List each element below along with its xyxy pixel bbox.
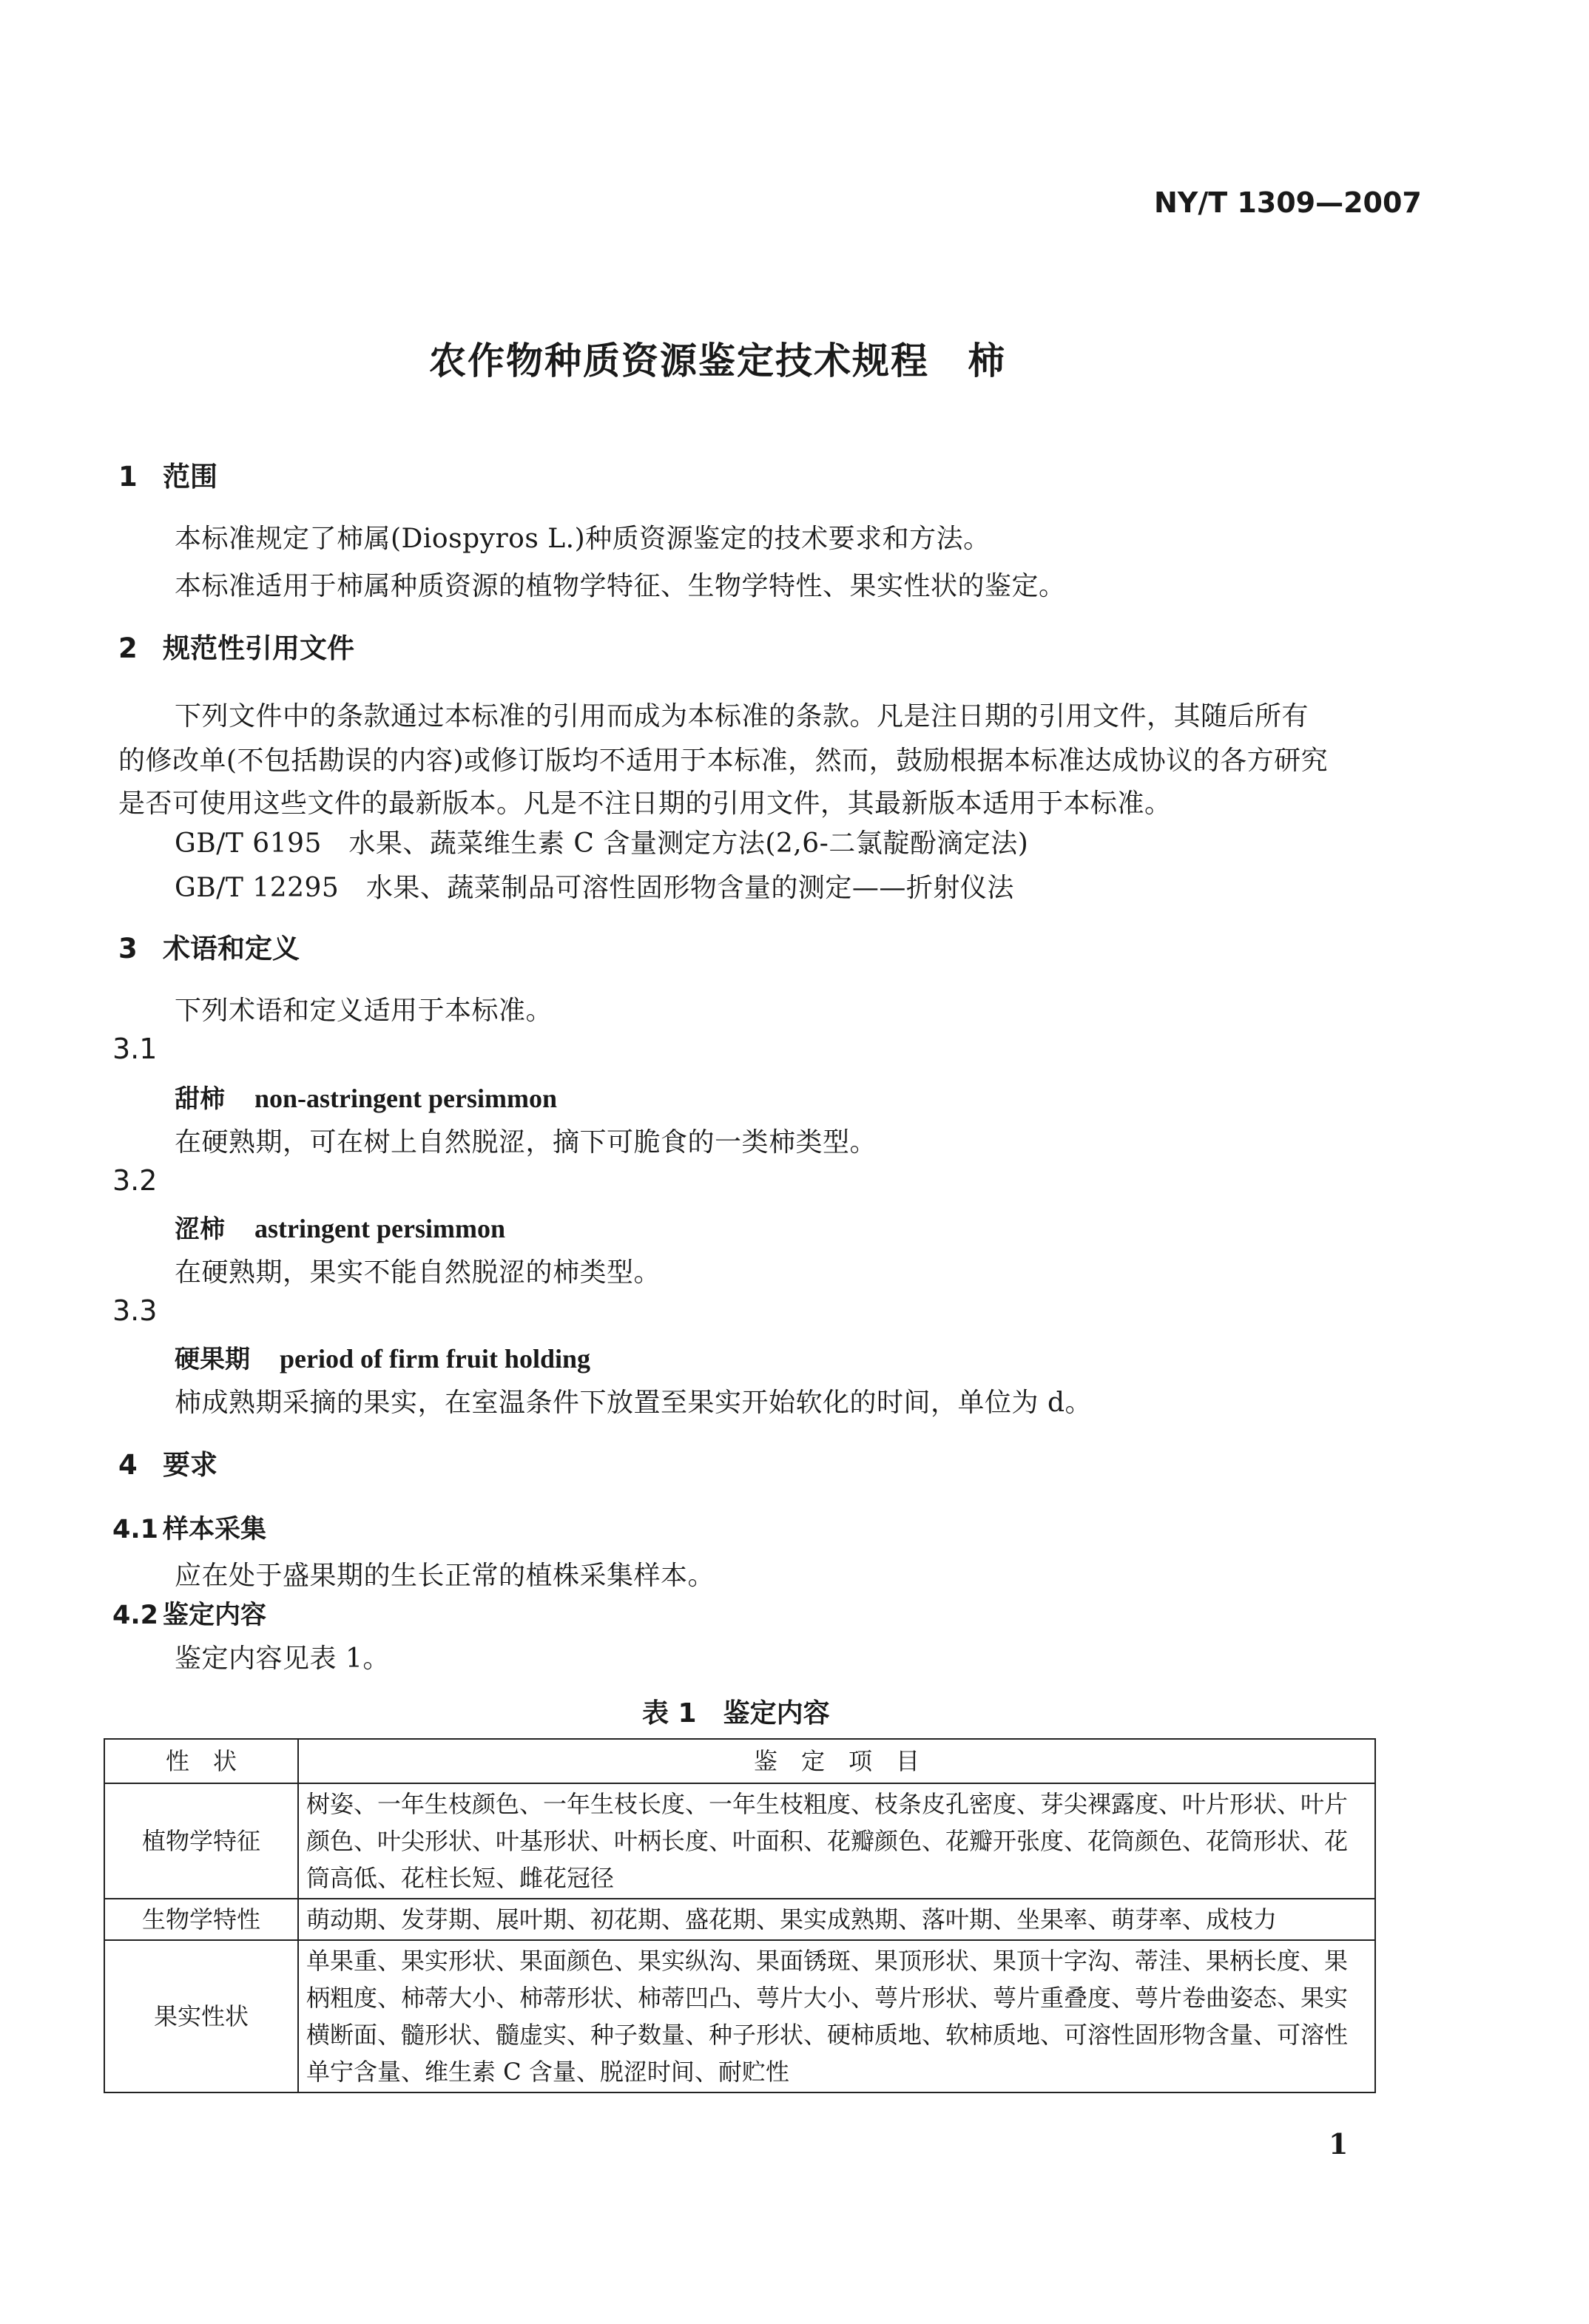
section-title: 要求 xyxy=(163,1449,217,1481)
term-zh: 硬果期 xyxy=(175,1345,250,1374)
trait-cell: 果实性状 xyxy=(104,1940,298,2092)
section-title: 术语和定义 xyxy=(163,933,300,965)
subsection-title: 样本采集 xyxy=(163,1515,267,1544)
paragraph-line: 下列文件中的条款通过本标准的引用而成为本标准的条款。凡是注日期的引用文件，其随后所有 xyxy=(175,701,1309,732)
subsection-4-2-heading xyxy=(112,1595,266,1632)
paragraph-line: 的修改单(不包括勘误的内容)或修订版均不适用于本标准，然而，鼓励根据本标准达成协议的各方研究 xyxy=(118,746,1329,776)
term-3-2 xyxy=(175,1209,505,1245)
section-1-heading xyxy=(118,454,217,494)
table-row xyxy=(104,1940,1375,2092)
clause-number: 4.2 xyxy=(112,1601,159,1630)
items-cell: 萌动期、发芽期、展叶期、初花期、盛花期、果实成熟期、落叶期、坐果率、萌芽率、成枝力 xyxy=(298,1899,1375,1940)
section-number: 1 xyxy=(118,461,138,493)
section-title: 规范性引用文件 xyxy=(163,632,354,664)
paragraph: 鉴定内容见表 1。 xyxy=(175,1644,390,1674)
term-zh: 甜柿 xyxy=(175,1084,225,1114)
table-row xyxy=(104,1899,1375,1940)
term-3-1 xyxy=(175,1078,557,1115)
term-definition: 柿成熟期采摘的果实，在室温条件下放置至果实开始软化的时间，单位为 d。 xyxy=(175,1388,1092,1418)
term-definition: 在硬熟期，可在树上自然脱涩，摘下可脆食的一类柿类型。 xyxy=(175,1127,877,1158)
paragraph-line: 是否可使用这些文件的最新版本。凡是不注日期的引用文件，其最新版本适用于本标准。 xyxy=(118,788,1172,819)
section-number: 3 xyxy=(118,933,138,965)
term-definition: 在硬熟期，果实不能自然脱涩的柿类型。 xyxy=(175,1257,661,1288)
paragraph: 本标准规定了柿属(Diospyros L.)种质资源鉴定的技术要求和方法。 xyxy=(175,524,991,554)
standard-code: NY/T 1309—2007 xyxy=(1154,186,1422,219)
term-3-3 xyxy=(175,1339,590,1375)
trait-cell: 生物学特性 xyxy=(104,1899,298,1940)
normative-reference: GB/T 12295 水果、蔬菜制品可溶性固形物含量的测定——折射仪法 xyxy=(175,873,1014,903)
trait-cell: 植物学特征 xyxy=(104,1783,298,1899)
term-zh: 涩柿 xyxy=(175,1215,225,1244)
table-header-row xyxy=(104,1739,1375,1783)
section-number: 2 xyxy=(118,632,138,664)
clause-number: 3.1 xyxy=(112,1033,158,1065)
term-en: non-astringent persimmon xyxy=(254,1084,558,1113)
section-number: 4 xyxy=(118,1449,138,1481)
section-4-heading xyxy=(118,1442,217,1482)
normative-reference: GB/T 6195 水果、蔬菜维生素 C 含量测定方法(2,6-二氯靛酚滴定法) xyxy=(175,828,1029,859)
paragraph: 本标准适用于柿属种质资源的植物学特征、生物学特性、果实性状的鉴定。 xyxy=(175,571,1066,601)
items-cell: 单果重、果实形状、果面颜色、果实纵沟、果面锈斑、果顶形状、果顶十字沟、蒂洼、果柄长度、果柄粗度、柿蒂大小、柿蒂形状、柿蒂凹凸、萼片大小、萼片形状、萼片重叠度、萼片卷曲姿态、果实横断面、髓形状、髓虚实、种子数量、种子形状、硬柿质地、软柿质地、可溶性固形物含量、可溶性单宁含量、维生素 C 含量、脱涩时间、耐贮性 xyxy=(298,1940,1375,2092)
clause-number: 4.1 xyxy=(112,1515,159,1544)
appraisal-content-table xyxy=(104,1738,1376,2093)
items-cell: 树姿、一年生枝颜色、一年生枝长度、一年生枝粗度、枝条皮孔密度、芽尖裸露度、叶片形状、叶片颜色、叶尖形状、叶基形状、叶柄长度、叶面积、花瓣颜色、花瓣开张度、花筒颜色、花筒形状、花筒高低、花柱长短、雌花冠径 xyxy=(298,1783,1375,1899)
clause-number: 3.2 xyxy=(112,1164,158,1197)
term-en: astringent persimmon xyxy=(254,1214,505,1243)
table-caption: 表 1 鉴定内容 xyxy=(642,1698,830,1729)
page-title: 农作物种质资源鉴定技术规程 柿 xyxy=(429,339,1006,382)
term-en: period of firm fruit holding xyxy=(280,1344,590,1374)
paragraph: 应在处于盛果期的生长正常的植株采集样本。 xyxy=(175,1561,715,1591)
paragraph: 下列术语和定义适用于本标准。 xyxy=(175,996,553,1026)
column-header-items: 鉴 定 项 目 xyxy=(298,1739,1375,1783)
clause-number: 3.3 xyxy=(112,1294,158,1327)
subsection-4-1-heading xyxy=(112,1509,266,1546)
section-3-heading xyxy=(118,926,300,966)
section-title: 范围 xyxy=(163,461,217,493)
column-header-trait: 性 状 xyxy=(104,1739,298,1783)
subsection-title: 鉴定内容 xyxy=(163,1601,267,1630)
page-number: 1 xyxy=(1329,2127,1349,2161)
section-2-heading xyxy=(118,626,354,666)
table-row xyxy=(104,1783,1375,1899)
